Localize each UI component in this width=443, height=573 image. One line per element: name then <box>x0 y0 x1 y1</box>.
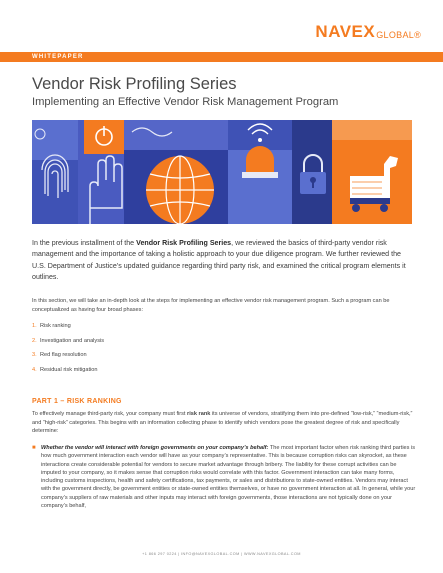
page-footer: +1 866 297 0224 | INFO@NAVEXGLOBAL.COM | WWW.NAVEXGLOBAL.COM <box>142 552 301 556</box>
list-item: 3. Red flag resolution <box>32 352 87 358</box>
list-item: 4. Residual risk mitigation <box>32 366 98 373</box>
banner-label: WHITEPAPER <box>32 54 84 60</box>
risk-rank-term: risk rank <box>187 411 211 417</box>
bullet-lead: Whether the vendor will interact with foreign governments on your company’s behalf: <box>41 445 269 451</box>
bullet-icon: ■ <box>32 445 36 451</box>
series-name: Vendor Risk Profiling Series <box>136 239 232 247</box>
risk-ranking-paragraph: To effectively manage third-party risk, your company must first risk rank its universe of vendors, stratifying them into pre-defined “low-risk,” “medium-risk,” and “high-risk” categories. This begins with an information collecting phase to identify which vendors pose the greatest degree of risk and specifically determine: <box>32 411 413 435</box>
phases-list <box>32 322 412 380</box>
globe-icon <box>124 120 228 224</box>
section-heading: PART 1 – RISK RANKING <box>32 398 122 405</box>
document-title: Vendor Risk Profiling Series <box>32 75 237 93</box>
trojan-horse-icon <box>332 120 412 224</box>
lock-icon <box>292 120 332 224</box>
overview-paragraph: In this section, we will take an in-depth look at the steps for implementing an effective vendor risk management program. Such a program can be conceptualized as having four broad phases: <box>32 298 390 313</box>
list-item: 2. Investigation and analysis <box>32 337 105 344</box>
intro-paragraph: In the previous installment of the Vendor Risk Profiling Series, we reviewed the basics of third-party vendor risk management and the importance of taking a holistic approach to your due diligence program. We further reviewed the U.S. Department of Justice’s updated guidance regarding third party risk, and examined the critical program elements it outlines. <box>32 239 406 282</box>
list-item: 1. Risk ranking <box>32 323 71 329</box>
fingerprint-icon <box>32 120 78 224</box>
logo-suffix: GLOBAL® <box>376 30 421 40</box>
bullet-item <box>32 444 416 510</box>
logo-brand: NAVEX <box>315 22 376 41</box>
whitepaper-banner <box>0 52 443 62</box>
document-subtitle: Implementing an Effective Vendor Risk Management Program <box>32 96 339 108</box>
hero-illustration <box>32 120 412 224</box>
alarm-light-icon <box>228 120 292 224</box>
navex-global-logo <box>315 20 421 42</box>
bullet-text: Whether the vendor will interact with foreign governments on your company’s behalf: The most important factor when risk ranking third parties is how much government interaction each vendor will have as your company’s representative. This is because corruption risks can skyrocket, as these interactions create considerable potential for vendors to secure market advantage through bribery. The liability for these corrupt activities can be imputed to your company, so it makes sense that corruption risks would correlate with this factor. Government interaction can take many forms, including customs inspections, health and safety certifications, tax payments, or sales and distributions to state-owned entities. Vendors may interact with the government directly, be government entities or state-owned entities themselves, or have no government interaction at all. In general, while your company’s suppliers of raw materials and other inputs may interact with foreign governments, those interactions are not typically done on your company’s behalf, <box>41 445 416 510</box>
